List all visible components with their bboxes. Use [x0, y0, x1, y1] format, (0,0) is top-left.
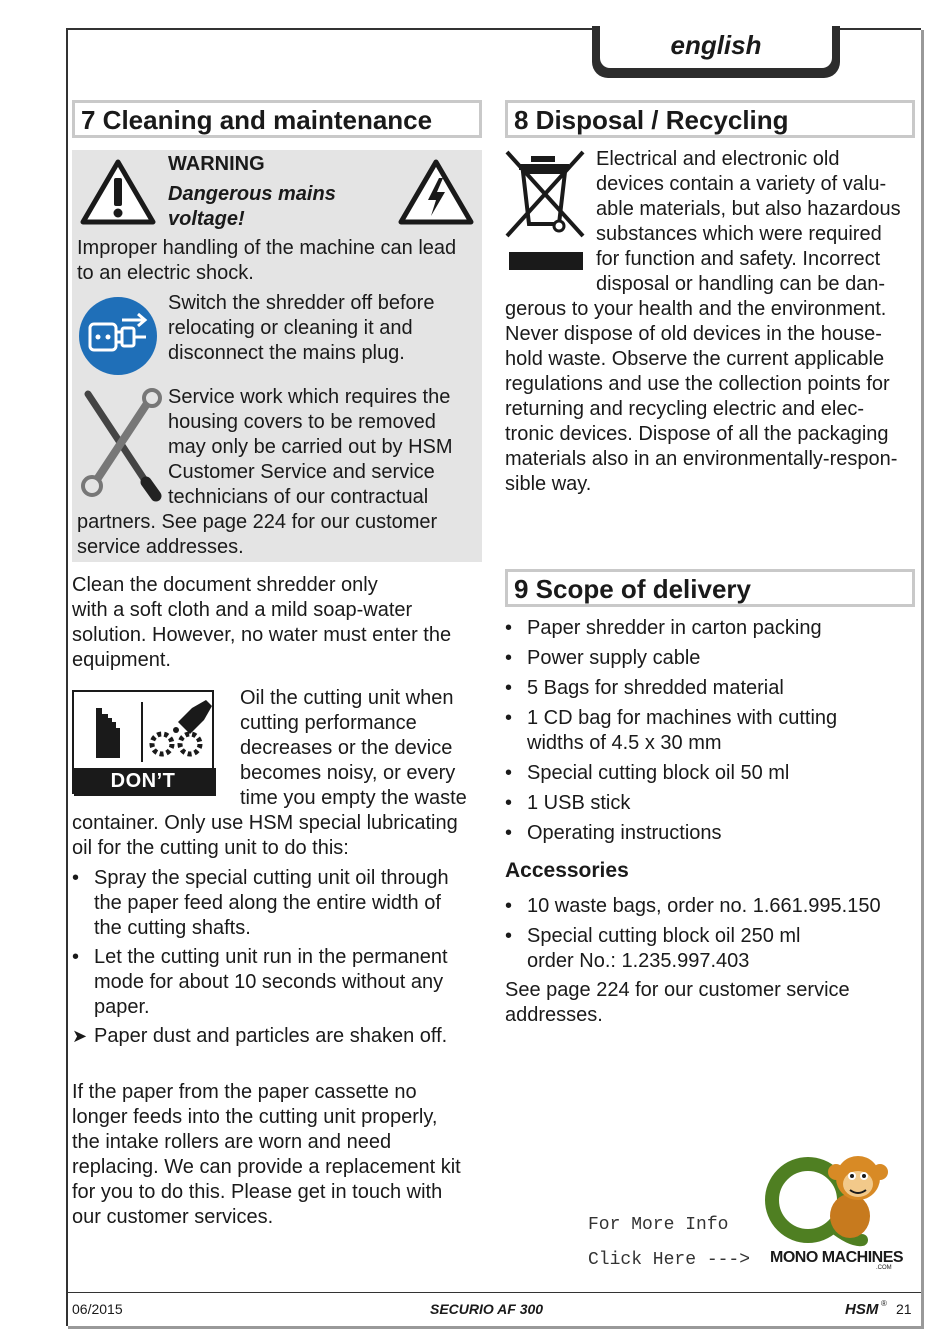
warning-text: Improper handling of the machine can lead to an electric shock. — [77, 237, 457, 284]
see-page-text: See page 224 for our customer service addresses. — [505, 979, 850, 1026]
brand-suffix: .COM — [876, 1265, 892, 1271]
section-7-heading: 7 Cleaning and maintenance — [72, 100, 482, 138]
service-text-continued: partners. See page 224 for our customer service addresses. — [77, 511, 438, 558]
unplug-mains-icon — [78, 296, 158, 376]
bullet-marker: • — [505, 822, 513, 844]
warning-icon — [80, 158, 156, 226]
dont-forget-icon — [72, 690, 214, 815]
page-shadow-bottom — [68, 1326, 924, 1329]
oil-text-continued: container. Only use HSM special lubricating oil for the cutting unit to do this: — [72, 812, 458, 859]
footer-registered-mark: ® — [881, 1299, 887, 1308]
service-text: Service work which requires the housing covers to be removed may only be carried out by HSM Customer Service and service technicians of our contractual — [168, 386, 453, 508]
rollers-text: If the paper from the paper cassette no longer feeds into the cutting unit properly, the intake rollers are worn and need replacing. We can provide a replacement kit for you to do this. Please get in touch with our customer services. — [72, 1081, 461, 1228]
section-8-heading: 8 Disposal / Recycling — [505, 100, 915, 138]
bullet-marker: • — [505, 707, 513, 729]
bullet-marker: • — [505, 677, 513, 699]
monkey-logo-icon[interactable] — [768, 1148, 898, 1248]
language-label: english — [670, 30, 762, 60]
oil-text: Oil the cutting unit when cutting performance decreases or the device becomes noisy, or every time you empty the waste — [240, 687, 467, 809]
unplug-text: Switch the shredder off before relocating or cleaning it and disconnect the mains plug. — [168, 292, 435, 364]
bullet-marker: • — [505, 925, 513, 947]
section-9-heading: 9 Scope of delivery — [505, 569, 915, 607]
warning-subtitle: Dangerous mains voltage! — [168, 183, 336, 230]
tools-icon — [80, 388, 160, 500]
promo-line-2[interactable]: Click Here ---> — [588, 1250, 751, 1270]
accessories-heading: Accessories — [505, 859, 629, 882]
bullet-marker: • — [505, 895, 513, 917]
footer-model: SECURIO AF 300 — [430, 1301, 544, 1317]
crossed-bin-icon — [505, 150, 587, 272]
dont-forget-label: DON’T FORGET — [99, 770, 187, 815]
promo-line-1[interactable]: For More Info — [588, 1215, 729, 1235]
footer-brand: HSM — [845, 1301, 879, 1318]
page-shadow-right — [921, 30, 924, 1328]
warning-label: WARNING — [168, 153, 265, 175]
brand-name[interactable]: MONO MACHINES — [770, 1249, 904, 1266]
bullet-marker: • — [505, 792, 513, 814]
footer-date: 06/2015 — [72, 1301, 123, 1317]
disposal-text: Electrical and electronic old devices contain a variety of valu- able materials, but also hazardous substances which were required for function and safety. Incorrect disposal or handling can be dan- — [596, 148, 901, 295]
disposal-text-continued: gerous to your health and the environment. Never dispose of old devices in the house- hold waste. Observe the current applicable regulations and use the collection points for returning and recycling electric and elec- tronic devices. Dispose of all the packaging materials also in an environmentally-respon- sible way. — [505, 298, 898, 495]
bullet-marker: • — [505, 647, 513, 669]
footer-page-number: 21 — [896, 1301, 912, 1317]
bullet-marker: • — [505, 762, 513, 784]
footer-rule — [66, 1292, 921, 1293]
bullet-marker: • — [505, 617, 513, 639]
high-voltage-icon — [398, 158, 474, 226]
cleaning-text: Clean the document shredder only with a soft cloth and a mild soap-water solution. However, no water must enter the equipment. — [72, 574, 452, 671]
